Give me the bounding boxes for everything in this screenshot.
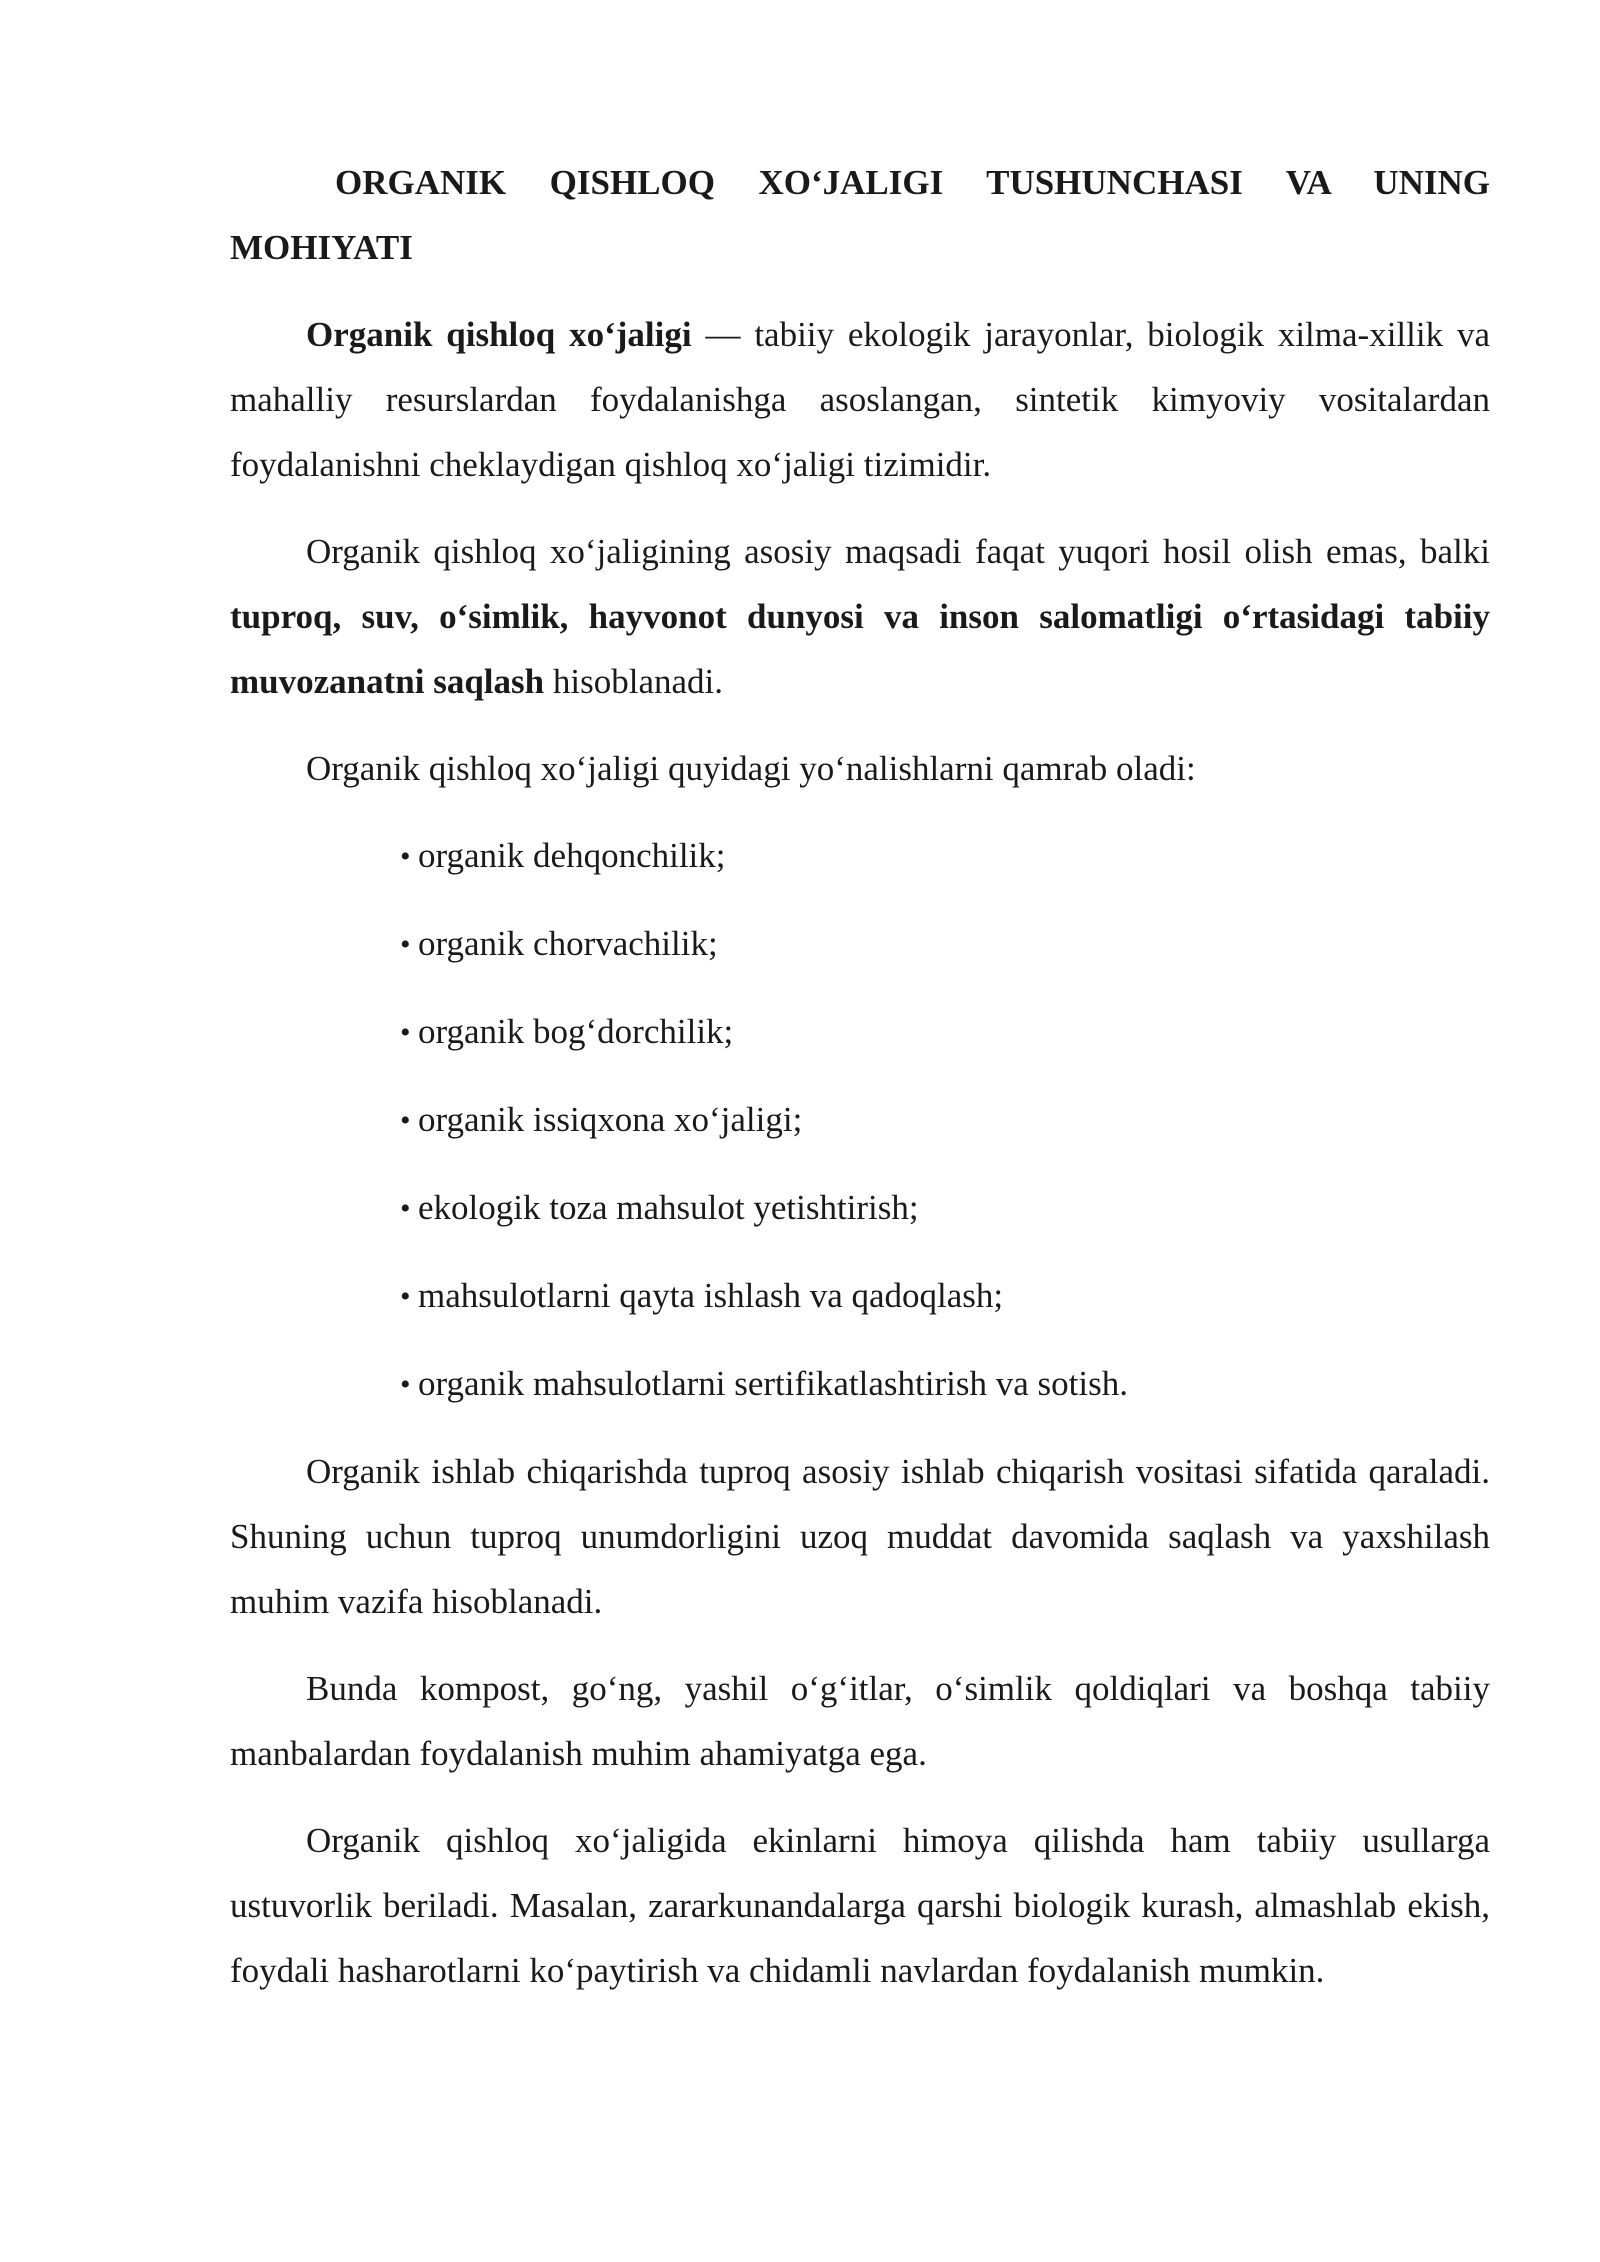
list-item [400, 1087, 1490, 1153]
directions-list [230, 823, 1490, 1417]
list-item-text: mahsulotlarni qayta ishlash va qadoqlash; [418, 1276, 1004, 1315]
bullet-icon: • [400, 1280, 411, 1313]
bullet-icon: • [400, 1016, 411, 1049]
list-item [400, 823, 1490, 889]
list-item-text: organik bog‘dorchilik; [418, 1012, 734, 1051]
list-item-text: organik issiqxona xo‘jaligi; [418, 1100, 803, 1139]
list-item [400, 999, 1490, 1065]
bullet-icon: • [400, 1192, 411, 1225]
fertilizer-paragraph: Bunda kompost, go‘ng, yashil o‘g‘itlar, o‘simlik qoldiqlari va boshqa tabiiy manbalardan foydalanish muhim ahamiyatga ega. [230, 1669, 1490, 1773]
list-item [400, 1263, 1490, 1329]
bullet-icon: • [400, 840, 411, 873]
document-title: ORGANIK QISHLOQ XO‘JALIGI TUSHUNCHASI VA UNING MOHIYATI [230, 163, 1490, 267]
list-item-text: organik dehqonchilik; [418, 836, 726, 875]
goal-paragraph [230, 519, 1490, 714]
directions-intro-paragraph: Organik qishloq xo‘jaligi quyidagi yo‘nalishlarni qamrab oladi: [306, 749, 1196, 788]
list-item [400, 1351, 1490, 1417]
bullet-icon: • [400, 1368, 411, 1401]
definition-text: — tabiiy ekologik jarayonlar, biologik xilma-xillik va mahalliy resurslardan foydalanishga asoslangan, sintetik kimyoviy vositalardan foydalanishni cheklaydigan qishloq xo‘jaligi tizimidir. [230, 315, 1490, 484]
definition-term: Organik qishloq xo‘jaligi [306, 315, 692, 354]
list-item-text: ekologik toza mahsulot yetishtirish; [418, 1188, 919, 1227]
list-item-text: organik mahsulotlarni sertifikatlashtirish va sotish. [418, 1364, 1128, 1403]
definition-paragraph [230, 302, 1490, 497]
list-item [400, 1175, 1490, 1241]
bullet-icon: • [400, 1104, 411, 1137]
document-page [230, 150, 1490, 2025]
list-item-text: organik chorvachilik; [418, 924, 718, 963]
goal-text-end: hisoblanadi. [544, 662, 723, 701]
goal-text-start: Organik qishloq xo‘jaligining asosiy maqsadi faqat yuqori hosil olish emas, balki [306, 532, 1490, 571]
list-item [400, 911, 1490, 977]
bullet-icon: • [400, 928, 411, 961]
crop-protection-paragraph: Organik qishloq xo‘jaligida ekinlarni himoya qilishda ham tabiiy usullarga ustuvorlik beriladi. Masalan, zararkunandalarga qarshi biologik kurash, almashlab ekish, foydali hasharotlarni ko‘paytirish va chidamli navlardan foydalanish mumkin. [230, 1821, 1490, 1990]
soil-paragraph: Organik ishlab chiqarishda tuproq asosiy ishlab chiqarish vositasi sifatida qaraladi. Shuning uchun tuproq unumdorligini uzoq muddat davomida saqlash va yaxshilash muhim vazifa hisoblanadi. [230, 1452, 1490, 1621]
goal-emphasis: tuproq, suv, o‘simlik, hayvonot dunyosi va inson salomatligi o‘rtasidagi tabiiy muvozanatni saqlash [230, 597, 1490, 701]
